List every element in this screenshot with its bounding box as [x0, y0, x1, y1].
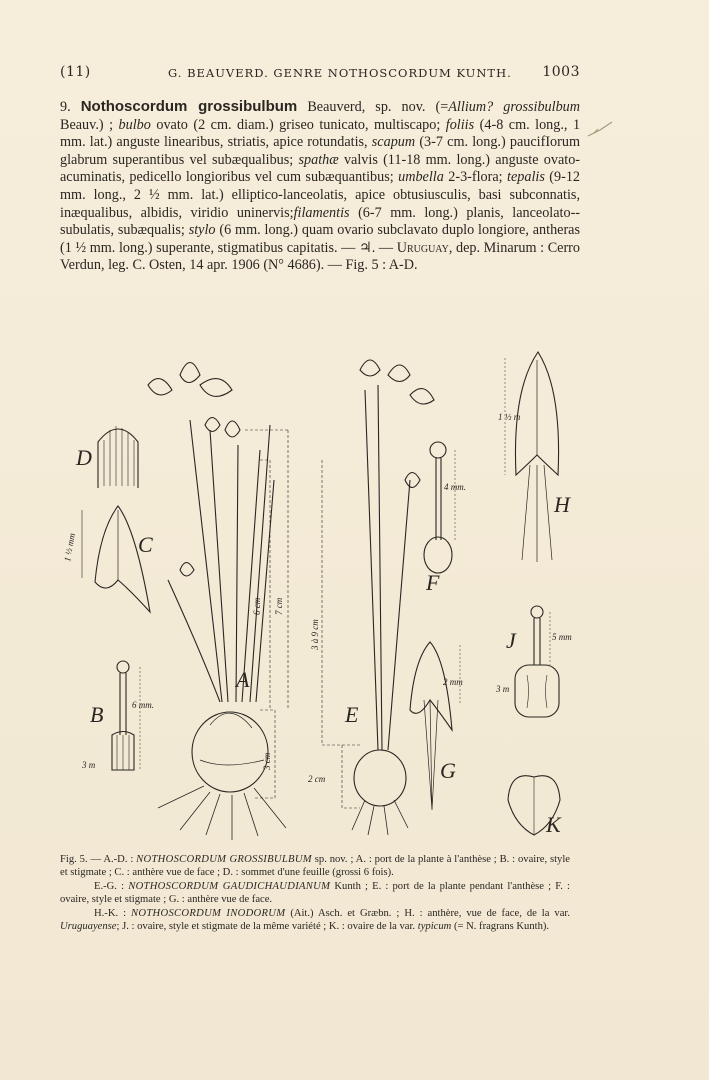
figure-j-style — [515, 606, 559, 717]
desc-umbella: 2-3-flora; — [448, 169, 503, 186]
term-stylo: stylo — [188, 222, 216, 239]
figure-d-leaf-tip — [98, 426, 138, 488]
running-title: G. BEAUVERD. GENRE NOTHOSCORDUM KUNTH. — [168, 66, 512, 80]
label-k: K — [546, 812, 561, 837]
measure-h-anther: 1 ½ m — [498, 412, 521, 422]
label-a: A — [236, 667, 250, 692]
desc-foliis: (4-8 cm. long., 1 mm. lat.) anguste linearibus, striatis, apice rotundatis, — [60, 116, 581, 151]
desc-spathae: valvis (11-18 mm. long.) anguste ovato-acuminatis, pedicello longioribus vel cum subæquantibus; — [60, 151, 581, 186]
figure-f-style — [424, 442, 455, 573]
desc-locality: dep. Minarum : Cerro Verdun, leg. C. Osten, 14 apr. 1906 (N° 4686). — Fig. 5 : A-D. — [60, 239, 580, 274]
measure-a-total: 7 cm — [274, 597, 284, 615]
desc-tepalis: (9-12 mm. long., 2 ½ mm. lat.) elliptico-lanceolatis, apice obtusiusculis, basi subconnatis, inæqualibus, albidis, viridio uninervis; — [60, 169, 581, 221]
measure-a-scape: 6 cm — [252, 597, 262, 615]
measure-e-bulb: 2 cm — [308, 774, 326, 784]
term-spathae: spathæ — [298, 151, 339, 168]
measure-a-bulb: 3 cm — [262, 752, 272, 770]
page-number-right: 1003 — [542, 64, 580, 80]
caption-eg: E.-G. : — [94, 880, 125, 892]
measure-j-ovary: 3 m — [496, 684, 510, 694]
figure-h-anther — [505, 352, 559, 562]
measure-f-style: 4 mm. — [444, 482, 466, 492]
term-scapum: scapum — [371, 134, 416, 151]
figure-e-measure-lines — [322, 460, 360, 808]
measure-g-anther: 2 mm — [443, 677, 463, 687]
caption-species-3: NOTHOSCORDUM INODORUM — [131, 907, 286, 919]
label-h: H — [554, 492, 570, 517]
term-filamentis: filamentis — [293, 204, 350, 221]
term-tepalis: tepalis — [507, 169, 545, 186]
caption-variety-1-text: ; J. : ovaire, style et stigmate de la même variété ; K. : ovaire de la var. — [116, 921, 416, 933]
term-umbella: umbella — [398, 169, 444, 186]
caption-variety-2: typicum — [417, 921, 452, 933]
desc-bulbo: ovato (2 cm. diam.) griseo tunicato, multiscapo; — [156, 116, 441, 133]
figure-e-plant — [352, 360, 434, 835]
caption-variety-2-text: (= N. fragrans Kunth). — [453, 921, 550, 933]
species-author: Beauverd, sp. nov. (= — [307, 99, 449, 115]
desc-filamentis: (6-7 mm. long.) planis, lanceolato--subulatis, subæqualis; — [60, 204, 581, 239]
species-description — [60, 98, 580, 275]
measure-c-anther: 1 ½ mm — [62, 532, 77, 563]
desc-scapum: (3-7 cm. long.) paucifIorum glabrum superantibus vel subæqualibus; — [60, 134, 581, 168]
label-g: G — [440, 758, 456, 783]
measure-b-style: 6 mm. — [132, 700, 154, 710]
label-f: F — [426, 570, 440, 595]
figure-g-anther — [410, 642, 460, 810]
species-number: 9. — [60, 99, 71, 115]
caption-variety-1: Uruguayense — [60, 921, 117, 933]
plate-illustration — [60, 330, 600, 845]
label-b: B — [90, 702, 104, 727]
label-c: C — [138, 532, 153, 557]
species-name: Nothoscordum grossibulbum — [80, 98, 298, 115]
caption-species-3-text: (Ait.) Asch. et Græbn. ; H. : anthère, vue de face, de la var. — [290, 907, 570, 919]
caption-species-1: NOTHOSCORDUM GROSSIBULBUM — [136, 854, 312, 865]
caption-species-2: NOTHOSCORDUM GAUDICHAUDIANUM — [128, 880, 331, 892]
desc-stylo: (6 mm. long.) quam ovario subclavato duplo longiore, antheras (1 ½ mm. long.) superante, stigmatibus capitatis. — ♃. — — [60, 222, 581, 256]
page-number-left: (11) — [60, 64, 91, 80]
figure-b-style — [112, 661, 140, 770]
synonym-epithet: grossibulbum — [503, 99, 581, 115]
caption-species-1-text: sp. nov. ; A. : port de la plante à l'anthèse ; B. : ovaire, style et stigmate ; C. : anthère vue de face ; D. : sommet d'une feuille (grossi 6 fois). — [60, 854, 570, 879]
label-d: D — [76, 445, 92, 470]
measure-b-ovary: 3 m — [82, 760, 96, 770]
term-foliis: foliis — [445, 116, 475, 133]
botanical-plate — [60, 330, 600, 845]
term-bulbo: bulbo — [118, 116, 151, 133]
label-e: E — [345, 702, 359, 727]
measure-e-scape: 3 à 9 cm — [310, 619, 320, 650]
synonym-author: Beauv.) ; — [60, 116, 114, 133]
caption-fig: Fig. 5. — A.-D. : — [60, 854, 134, 865]
label-j: J — [506, 628, 516, 653]
figure-c-anther — [82, 506, 150, 612]
caption-species-2-text: Kunth ; E. : port de la plante pendant l'anthèse ; F. : ovaire, style et stigmate ; G. : anthère vue de face. — [60, 880, 570, 906]
synonym-genus: Allium? — [448, 99, 494, 115]
caption-hk: H.-K. : — [94, 907, 127, 919]
measure-j-style: 5 mm — [552, 632, 572, 642]
pencil-mark — [586, 120, 616, 140]
figure-caption — [60, 853, 570, 933]
locality-country: Uruguay, — [396, 239, 453, 256]
running-header — [60, 64, 580, 86]
